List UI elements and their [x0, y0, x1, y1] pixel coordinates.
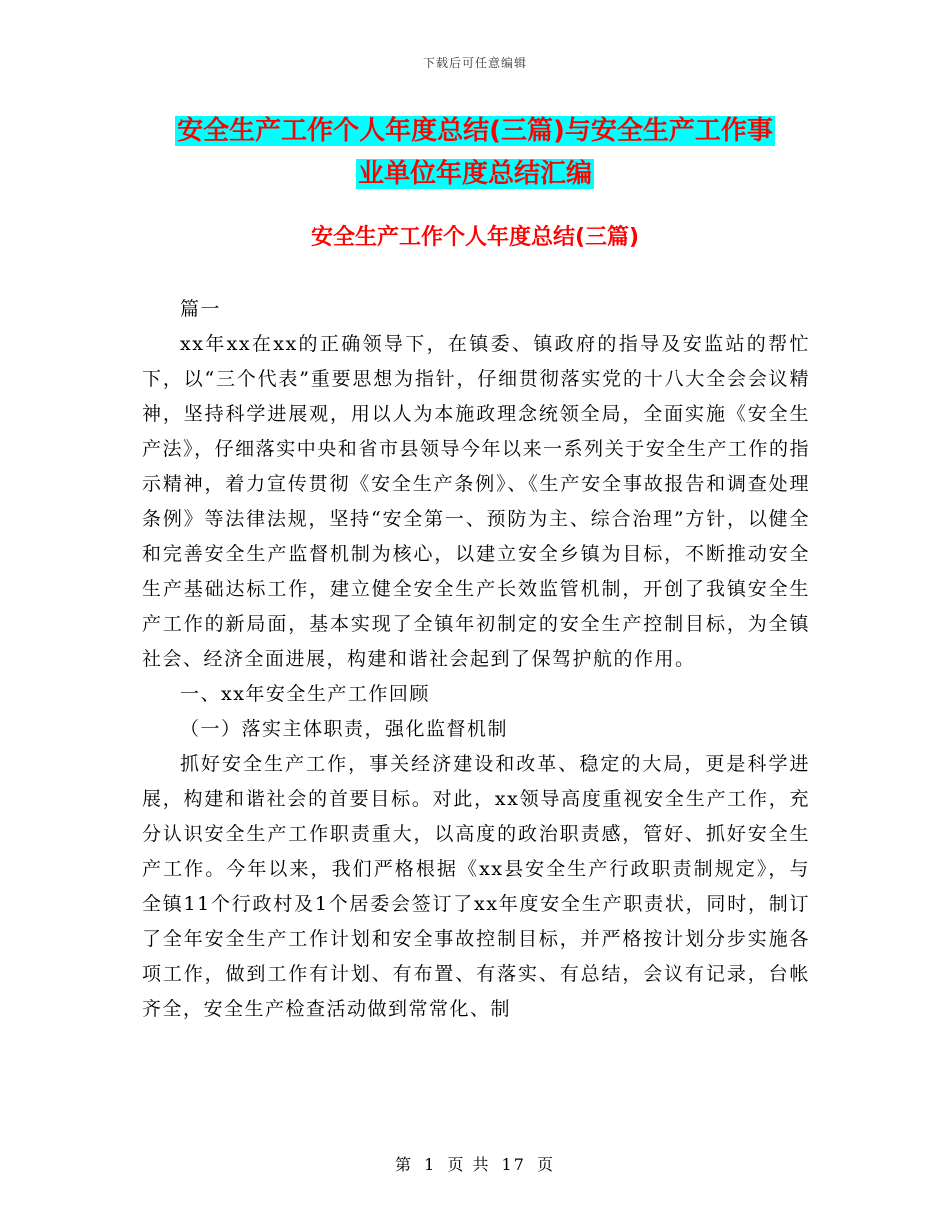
paragraph-section-heading: 一、xx年安全生产工作回顾 [180, 683, 430, 705]
footer-prefix: 第 [394, 1155, 413, 1174]
footer-mid: 页 共 [447, 1155, 491, 1174]
title-line-2: 业单位年度总结汇编 [357, 159, 592, 189]
paragraph-intro: xx年xx在xx的正确领导下，在镇委、镇政府的指导及安监站的帮忙下，以“三个代表”重要思想为指针，仔细贯彻落实党的十八大全会会议精神，坚持科学进展观，用以人为本施政理念统领全局，全面实施《安全生产法》，仔细落实中央和省市县领导今年以来一系列关于安全生产工作的指示精神，着力宣传贯彻《安全生产条例》、《生产安全事故报告和调查处理条例》等法律法规，坚持“安全第一、预防为主、综合治理”方针，以健全和完善安全生产监督机制为核心，以建立安全乡镇为目标，不断推动安全生产基础达标工作，建立健全安全生产长效监管机制，开创了我镇安全生产工作的新局面，基本实现了全镇年初制定的安全生产控制目标，为全镇社会、经济全面进展，构建和谐社会起到了保驾护航的作用。 [142, 333, 810, 670]
footer-total-pages: 17 [501, 1155, 526, 1174]
paragraph-subsection-heading: （一）落实主体职责，强化监督机制 [180, 718, 509, 740]
title-line-1: 安全生产工作个人年度总结(三篇)与安全生产工作事 [177, 116, 773, 146]
footer-current-page: 1 [424, 1155, 437, 1174]
body-text [142, 292, 810, 1027]
section-subtitle: 安全生产工作个人年度总结(三篇) [310, 225, 640, 250]
header-note: 下载后可任意编辑 [422, 56, 527, 70]
paragraph-heading-part-one: 篇一 [180, 298, 222, 320]
document-title [140, 110, 810, 196]
footer-suffix: 页 [537, 1155, 556, 1174]
paragraph-body: 抓好安全生产工作，事关经济建设和改革、稳定的大局，更是科学进展，构建和谐社会的首要目标。对此，xx领导高度重视安全生产工作，充分认识安全生产工作职责重大，以高度的政治职责感，管好、抓好安全生产工作。今年以来，我们严格根据《xx县安全生产行政职责制规定》，与全镇11个行政村及1个居委会签订了xx年度安全生产职责状，同时，制订了全年安全生产工作计划和安全事故控制目标，并严格按计划分步实施各项工作，做到工作有计划、有布置、有落实、有总结，会议有记录，台帐齐全，安全生产检查活动做到常常化、制 [142, 753, 810, 1020]
page-footer [0, 1152, 950, 1175]
